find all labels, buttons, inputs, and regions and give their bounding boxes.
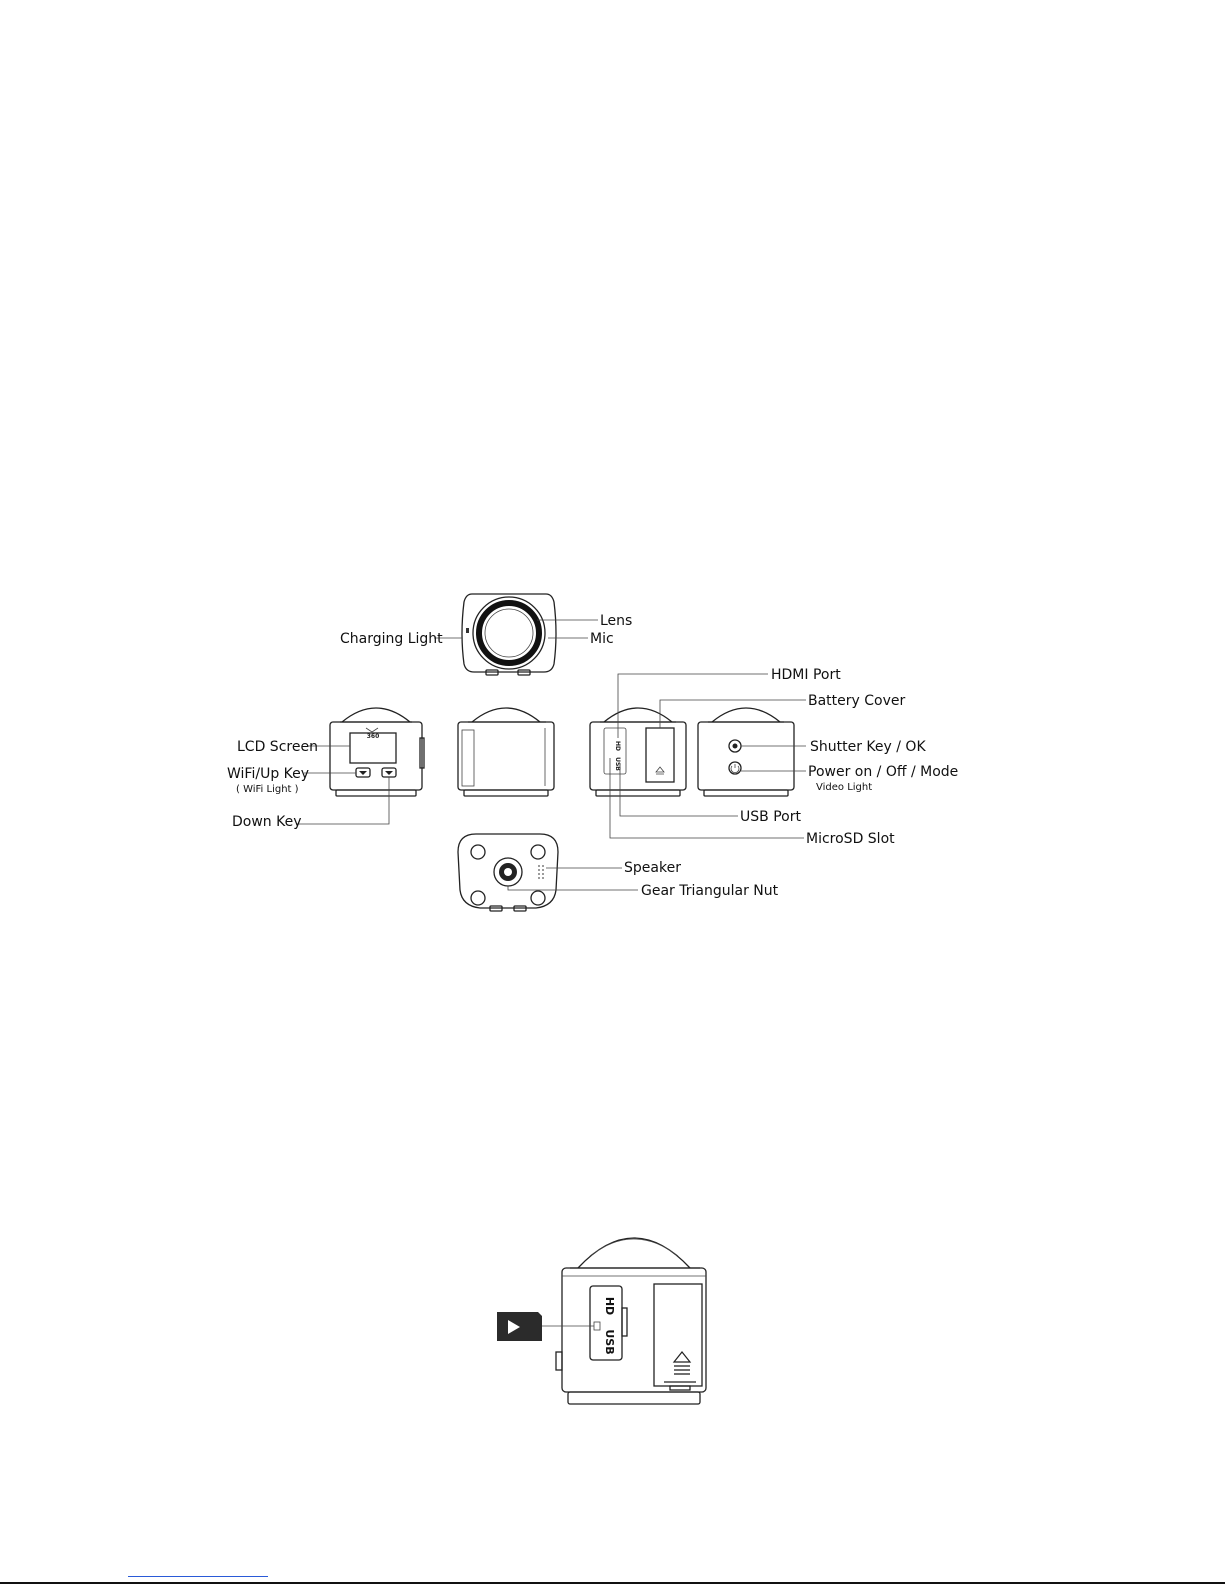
camera-bottom-view (458, 834, 558, 911)
svg-text:USB: USB (603, 1329, 616, 1355)
camera-back-view (698, 708, 794, 796)
label-power-key: Power on / Off / Mode (808, 764, 959, 780)
label-shutter-key: Shutter Key / OK (810, 739, 926, 755)
footer-link-underline[interactable] (128, 1576, 268, 1577)
svg-text:HD: HD (603, 1296, 616, 1316)
label-lens: Lens (600, 613, 633, 629)
label-speaker: Speaker (624, 860, 681, 876)
svg-text:360: 360 (366, 733, 380, 740)
camera-side-view-left (458, 708, 554, 796)
camera-side-view-ports (590, 708, 686, 796)
label-battery-cover: Battery Cover (808, 693, 906, 709)
label-usb-port: USB Port (740, 809, 801, 825)
label-lcd-screen: LCD Screen (237, 739, 318, 755)
callout-labels (227, 613, 958, 899)
footer-rule (0, 1582, 1225, 1584)
label-down-key: Down Key (232, 814, 302, 830)
card-insertion-illustration (497, 1238, 706, 1404)
battery-cover-large (654, 1284, 702, 1386)
microsd-card (497, 1312, 542, 1341)
label-video-light: Video Light (816, 782, 873, 793)
speaker-icon (538, 865, 544, 879)
label-gear-nut: Gear Triangular Nut (641, 883, 779, 899)
svg-text:USB: USB (614, 757, 621, 771)
svg-text:HD: HD (614, 740, 621, 752)
camera-top-view (462, 594, 556, 675)
leader-lines (296, 620, 806, 890)
label-wifi-up-key: WiFi/Up Key (227, 766, 310, 782)
camera-front-view (330, 708, 424, 796)
label-hdmi-port: HDMI Port (771, 667, 841, 683)
microsd-slot-icon (594, 1322, 600, 1330)
label-charging-light: Charging Light (340, 631, 443, 647)
label-wifi-light: ( WiFi Light ) (236, 784, 299, 795)
label-mic: Mic (590, 631, 614, 647)
charging-light-icon (466, 628, 469, 633)
label-microsd-slot: MicroSD Slot (806, 831, 895, 847)
